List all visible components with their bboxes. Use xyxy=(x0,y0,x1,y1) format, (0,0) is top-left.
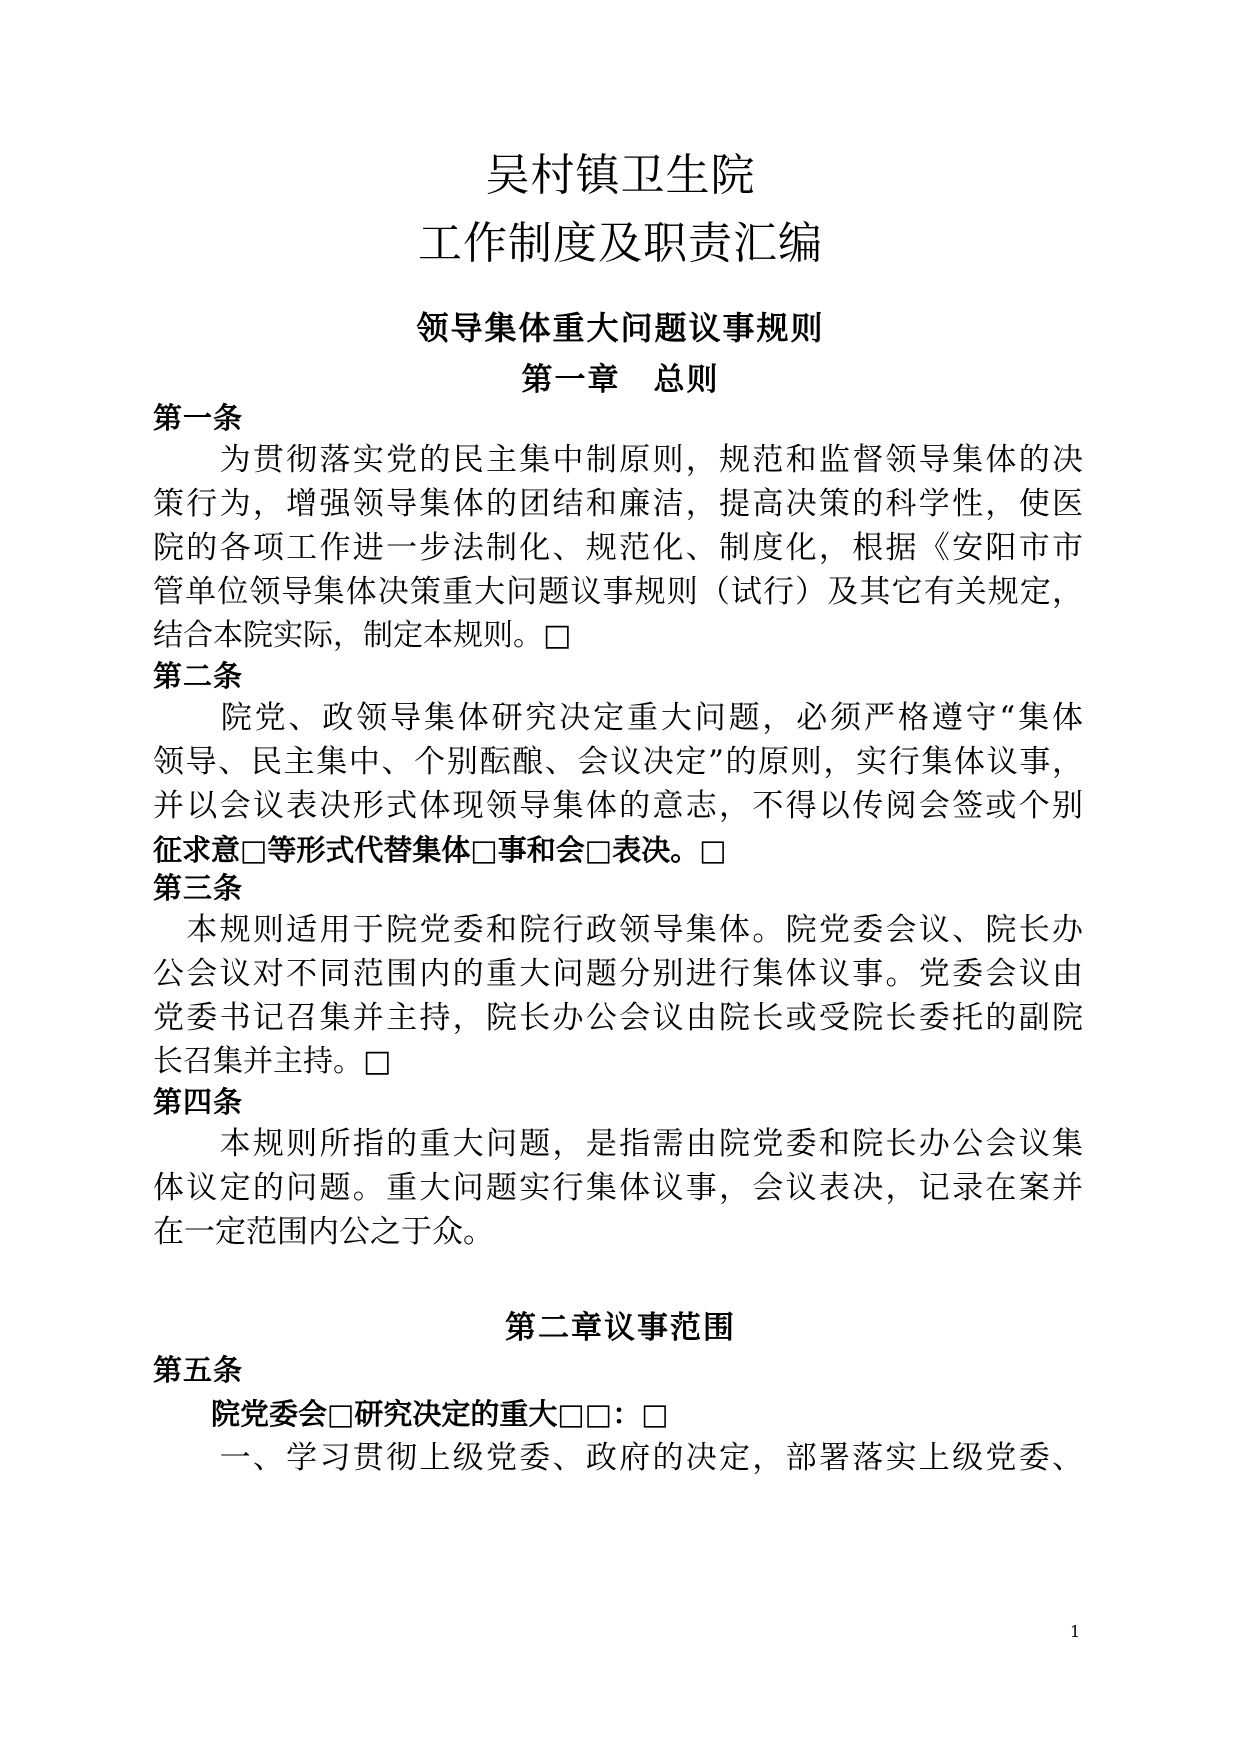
chapter-heading-2: 第二章议事范围 xyxy=(505,1310,736,1346)
article1-line: 为贯彻落实党的民主集中制原则，规范和监督领导集体的决 xyxy=(153,442,1083,478)
article2-line: 并以会议表决形式体现领导集体的意志，不得以传阅会签或个别 xyxy=(153,788,1083,824)
article-heading-5: 第五条 xyxy=(153,1353,244,1387)
article1-line: 院的各项工作进一步法制化、规范化、制度化，根据《安阳市市 xyxy=(153,530,1083,566)
rule-title: 领导集体重大问题议事规则 xyxy=(416,309,825,347)
article1-line: 策行为，增强领导集体的团结和廉洁，提高决策的科学性，使医 xyxy=(153,486,1083,522)
article3-line: 长召集并主持。□ xyxy=(153,1044,392,1079)
chapter-heading-1: 第一章 总则 xyxy=(521,362,720,398)
article5-line: 一、学习贯彻上级党委、政府的决定，部署落实上级党委、 xyxy=(153,1440,1083,1476)
article-heading-4: 第四条 xyxy=(153,1085,244,1119)
article3-line: 党委书记召集并主持，院长办公会议由院长或受院长委托的副院 xyxy=(153,1000,1083,1036)
article3-line: 公会议对不同范围内的重大问题分别进行集体议事。党委会议由 xyxy=(153,956,1083,992)
page-number: 1 xyxy=(1070,1622,1081,1641)
article1-line: 结合本院实际，制定本规则。□ xyxy=(153,618,572,653)
article4-line: 体议定的问题。重大问题实行集体议事，会议表决，记录在案并 xyxy=(153,1170,1083,1206)
article1-line: 管单位领导集体决策重大问题议事规则（试行）及其它有关规定， xyxy=(153,574,1083,610)
article4-line: 在一定范围内公之于众。 xyxy=(153,1214,494,1250)
article-heading-2: 第二条 xyxy=(153,659,244,693)
article2-line: 征求意□等形式代替集体□事和会□表决。□ xyxy=(153,833,727,867)
document-title-line1: 吴村镇卫生院 xyxy=(485,150,756,201)
article-heading-3: 第三条 xyxy=(153,871,244,905)
article3-line: 本规则适用于院党委和院行政领导集体。院党委会议、院长办 xyxy=(153,912,1083,948)
article2-line: 领导、民主集中、个别酝酿、会议决定”的原则，实行集体议事， xyxy=(153,744,1083,780)
article4-line: 本规则所指的重大问题，是指需由院党委和院长办公会议集 xyxy=(153,1126,1083,1162)
article-heading-1: 第一条 xyxy=(153,401,244,435)
document-title-line2: 工作制度及职责汇编 xyxy=(418,218,823,269)
article5-line: 院党委会□研究决定的重大□□：□ xyxy=(153,1397,669,1431)
article2-line: 院党、政领导集体研究决定重大问题，必须严格遵守“集体 xyxy=(153,700,1083,736)
